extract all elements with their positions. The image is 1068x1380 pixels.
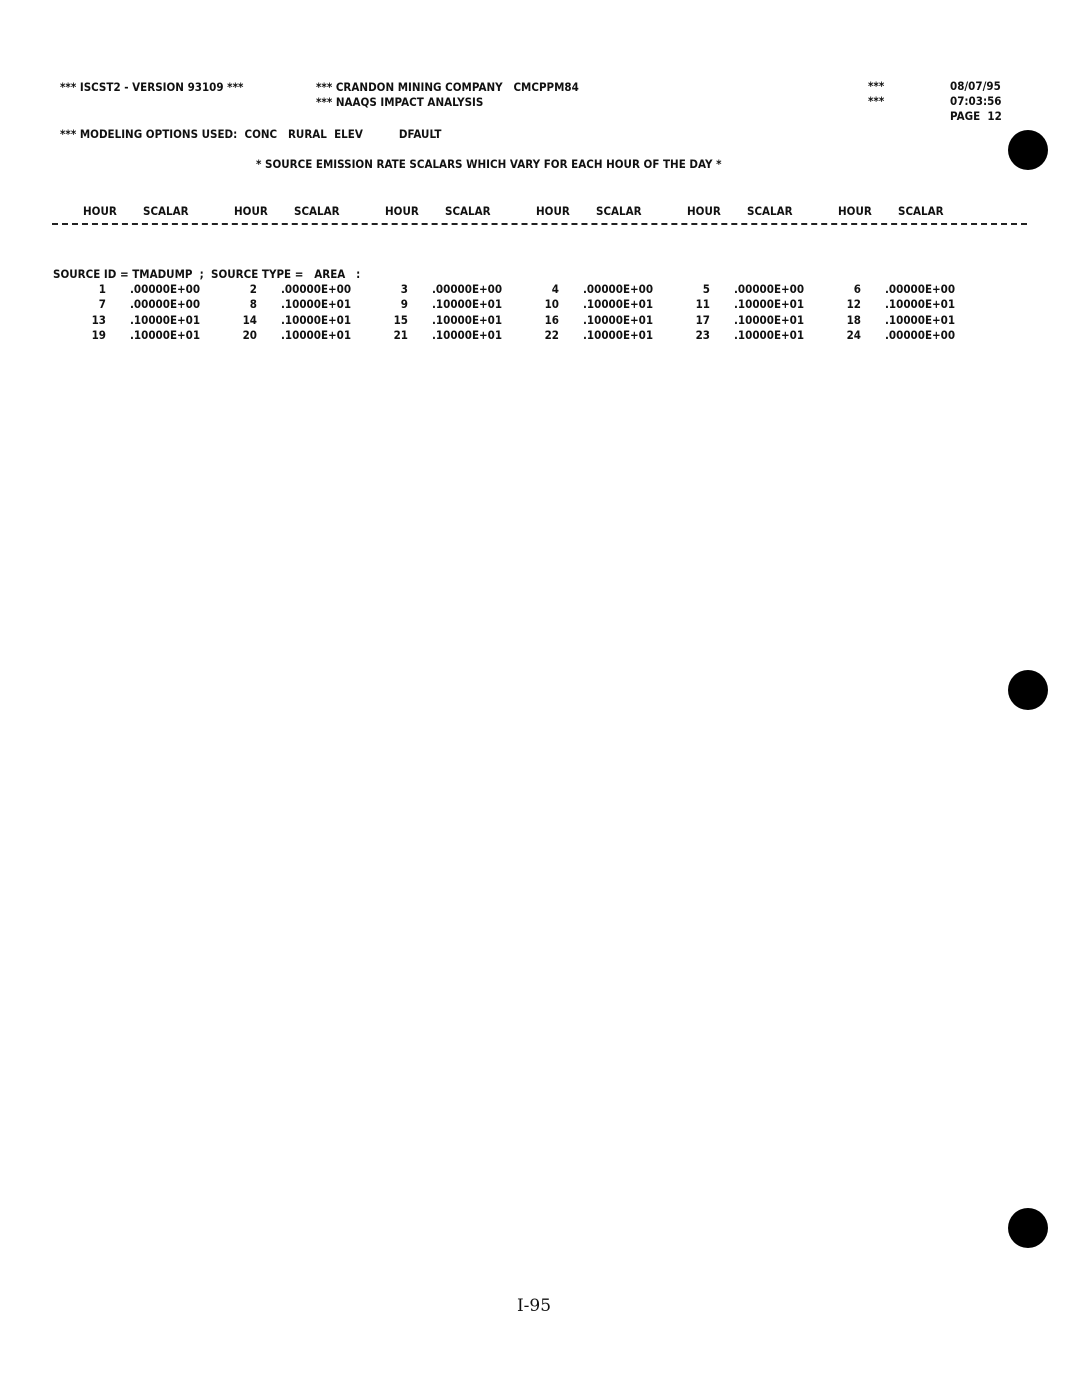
table-row [0, 281, 1068, 297]
header-stars-1: *** [868, 79, 885, 93]
binder-hole [1008, 130, 1048, 170]
hour-cell: 8 [249, 297, 257, 311]
scalar-cell: .10000E+01 [281, 328, 352, 342]
hour-cell: 23 [695, 328, 710, 342]
hour-cell: 3 [400, 282, 408, 296]
report-date: 08/07/95 [950, 79, 1001, 93]
column-header-scalar: SCALAR [747, 204, 793, 218]
scalar-cell: .10000E+01 [281, 313, 352, 327]
table-row [0, 296, 1068, 312]
scalar-cell: .10000E+01 [734, 328, 805, 342]
scalar-cell: .00000E+00 [583, 282, 654, 296]
scalar-cell: .10000E+01 [734, 313, 805, 327]
hour-cell: 13 [91, 313, 106, 327]
report-time: 07:03:56 [950, 94, 1002, 108]
scalar-cell: .00000E+00 [130, 282, 201, 296]
scalar-cell: .10000E+01 [734, 297, 805, 311]
binder-hole [1008, 670, 1048, 710]
hour-cell: 21 [393, 328, 408, 342]
company-title: *** CRANDON MINING COMPANY CMCPPM84 [316, 80, 579, 94]
scalar-cell: .10000E+01 [432, 297, 503, 311]
hour-cell: 1 [98, 282, 106, 296]
modeling-options: *** MODELING OPTIONS USED: CONC RURAL ELEV DFAULT [60, 127, 442, 141]
hour-cell: 10 [544, 297, 559, 311]
hour-cell: 7 [98, 297, 106, 311]
hour-cell: 12 [846, 297, 861, 311]
hour-cell: 17 [695, 313, 710, 327]
column-header-hour: HOUR [687, 204, 721, 218]
scalar-cell: .10000E+01 [885, 297, 956, 311]
scalar-cell: .10000E+01 [583, 328, 654, 342]
hour-cell: 24 [846, 328, 861, 342]
scalar-cell: .10000E+01 [130, 313, 201, 327]
hour-cell: 6 [853, 282, 861, 296]
scalar-cell: .10000E+01 [432, 313, 503, 327]
column-header-scalar: SCALAR [898, 204, 944, 218]
page-footer: I-95 [516, 1296, 552, 1316]
page-number: PAGE 12 [950, 109, 1002, 123]
scalar-cell: .00000E+00 [281, 282, 352, 296]
hour-cell: 18 [846, 313, 861, 327]
scalar-cell: .00000E+00 [885, 282, 956, 296]
scalar-cell: .00000E+00 [734, 282, 805, 296]
scalar-cell: .10000E+01 [130, 328, 201, 342]
binder-hole [1008, 1208, 1048, 1248]
dashed-divider [52, 223, 1027, 225]
scalar-cell: .00000E+00 [130, 297, 201, 311]
table-row [0, 327, 1068, 343]
column-header-hour: HOUR [536, 204, 570, 218]
column-header-hour: HOUR [234, 204, 268, 218]
scalar-cell: .10000E+01 [583, 297, 654, 311]
section-title: * SOURCE EMISSION RATE SCALARS WHICH VARY FOR EACH HOUR OF THE DAY * [256, 157, 722, 171]
hour-cell: 14 [242, 313, 257, 327]
column-header-hour: HOUR [385, 204, 419, 218]
hour-cell: 19 [91, 328, 106, 342]
hour-cell: 11 [695, 297, 710, 311]
column-header-scalar: SCALAR [294, 204, 340, 218]
source-id-line: SOURCE ID = TMADUMP ; SOURCE TYPE = AREA : [53, 267, 361, 281]
table-row [0, 312, 1068, 328]
scalar-cell: .10000E+01 [583, 313, 654, 327]
column-header-hour: HOUR [83, 204, 117, 218]
scalar-cell: .10000E+01 [432, 328, 503, 342]
hour-cell: 20 [242, 328, 257, 342]
scalar-cell: .00000E+00 [885, 328, 956, 342]
scalar-cell: .00000E+00 [432, 282, 503, 296]
scalar-cell: .10000E+01 [885, 313, 956, 327]
column-header-scalar: SCALAR [445, 204, 491, 218]
hour-cell: 15 [393, 313, 408, 327]
header-stars-2: *** [868, 94, 885, 108]
scalar-cell: .10000E+01 [281, 297, 352, 311]
hour-cell: 2 [249, 282, 257, 296]
hour-cell: 22 [544, 328, 559, 342]
hour-cell: 16 [544, 313, 559, 327]
hour-cell: 4 [551, 282, 559, 296]
column-header-scalar: SCALAR [596, 204, 642, 218]
hour-cell: 5 [702, 282, 710, 296]
column-header-hour: HOUR [838, 204, 872, 218]
program-version: *** ISCST2 - VERSION 93109 *** [60, 80, 244, 94]
analysis-title: *** NAAQS IMPACT ANALYSIS [316, 95, 484, 109]
column-header-scalar: SCALAR [143, 204, 189, 218]
hour-cell: 9 [400, 297, 408, 311]
